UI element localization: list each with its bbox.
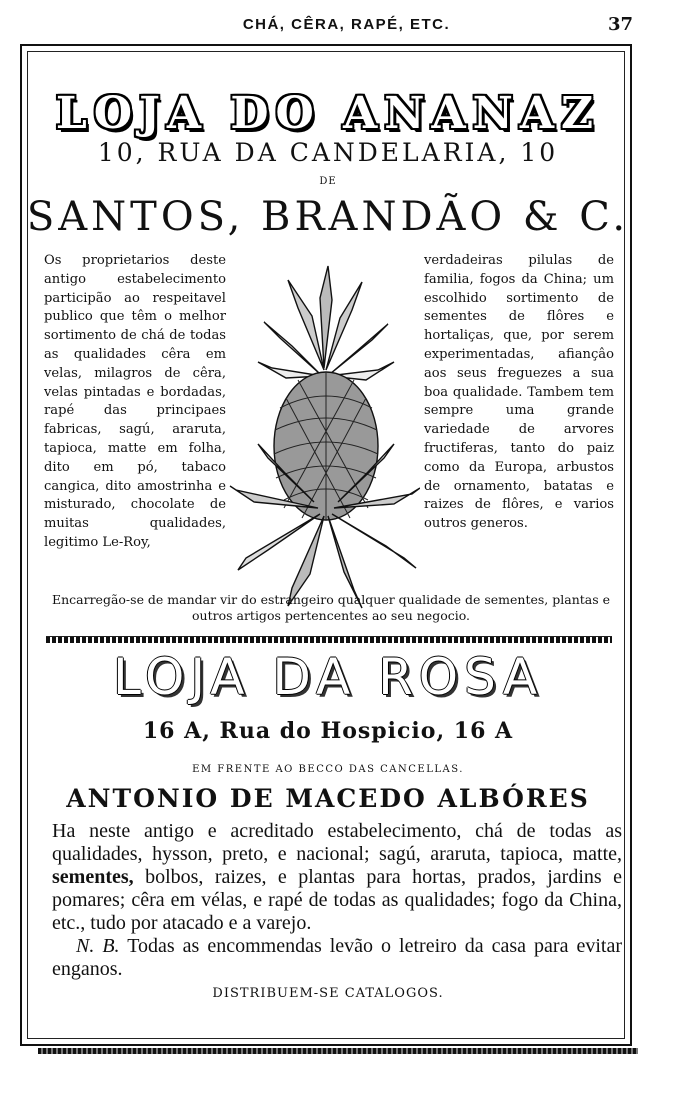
ad2-title: LOJA DA ROSA	[112, 648, 544, 706]
ad1-note: Encarregão-se de mandar vir do estrangeiro qualquer qualidade de sementes, plantas e outros artigos pertencentes ao seu negocio.	[51, 592, 611, 623]
ad2-proprietor: ANTONIO DE MACEDO ALBÓRES	[66, 784, 590, 813]
advertisement-frame	[20, 44, 632, 1046]
page-number: 37	[607, 14, 633, 35]
pineapple-illustration	[228, 258, 420, 618]
running-head-title: CHÁ, CÊRA, RAPÉ, ETC.	[242, 16, 451, 33]
ad2-body	[52, 820, 622, 981]
nb-label: N. B.	[76, 935, 120, 957]
ad1-title: LOJA DO ANANAZ	[55, 88, 601, 139]
ad2-location-note: EM FRENTE AO BECCO DAS CANCELLAS.	[192, 764, 464, 775]
ad1-left-column: Os proprietarios deste antigo estabelecimento participão ao respeitavel publico que têm o melhor sortimento de chá de todas as qualidades cêra em velas, milagros de cêra, velas pintadas e bordadas, rapé das principaes fabricas, sagú, araruta, tapioca, matte em folha, dito em pó, tabaco cangica, dito amostrinha e misturado, chocolate de muitas qualidades, legitimo Le-Roy,	[44, 253, 226, 550]
ad2-body-part1: Ha neste antigo e acreditado estabelecimento, chá de todas as qualidades, hysson, preto, e nacional; sagú, araruta, tapioca, matte,	[52, 820, 622, 865]
running-head	[0, 16, 693, 40]
bottom-rule	[38, 1048, 638, 1054]
ad1-address: 10, RUA DA CANDELARIA, 10	[97, 138, 559, 167]
ad2-address: 16 A, Rua do Hospicio, 16 A	[142, 718, 514, 744]
ad1-right-column: verdadeiras pilulas de familia, fogos da China; um escolhido sortimento de sementes de flôres e hortaliças, que, por serem experimentadas, afiançâo aos seus freguezes a sua boa qualidade. Tambem tem sempre uma grande variedade de arvores fructiferas, tanto do paiz como da Europa, arbustos de ornamento, batatas e raizes de flôres, e varios outros generos.	[424, 253, 614, 532]
ad2-body-paragraph	[52, 820, 622, 935]
ad2-body-part2: bolbos, raizes, e plantas para hortas, prados, jardins e pomares; cêra em vélas, e rapé de todas as qualidades; fogo da China, etc., tudo por atacado e a varejo.	[52, 866, 622, 934]
nb-text: Todas as encommendas levão o letreiro da casa para evitar enganos.	[52, 935, 622, 980]
ad1-de: DE	[319, 176, 337, 187]
ad1-firm-name: SANTOS, BRANDÃO & C.	[26, 194, 630, 240]
ad2-catalog-note: DISTRIBUEM-SE CATALOGOS.	[212, 986, 444, 1001]
ad2-body-emphasis: sementes,	[52, 866, 134, 888]
section-divider	[46, 636, 612, 643]
ad2-nota-bene	[52, 935, 622, 981]
